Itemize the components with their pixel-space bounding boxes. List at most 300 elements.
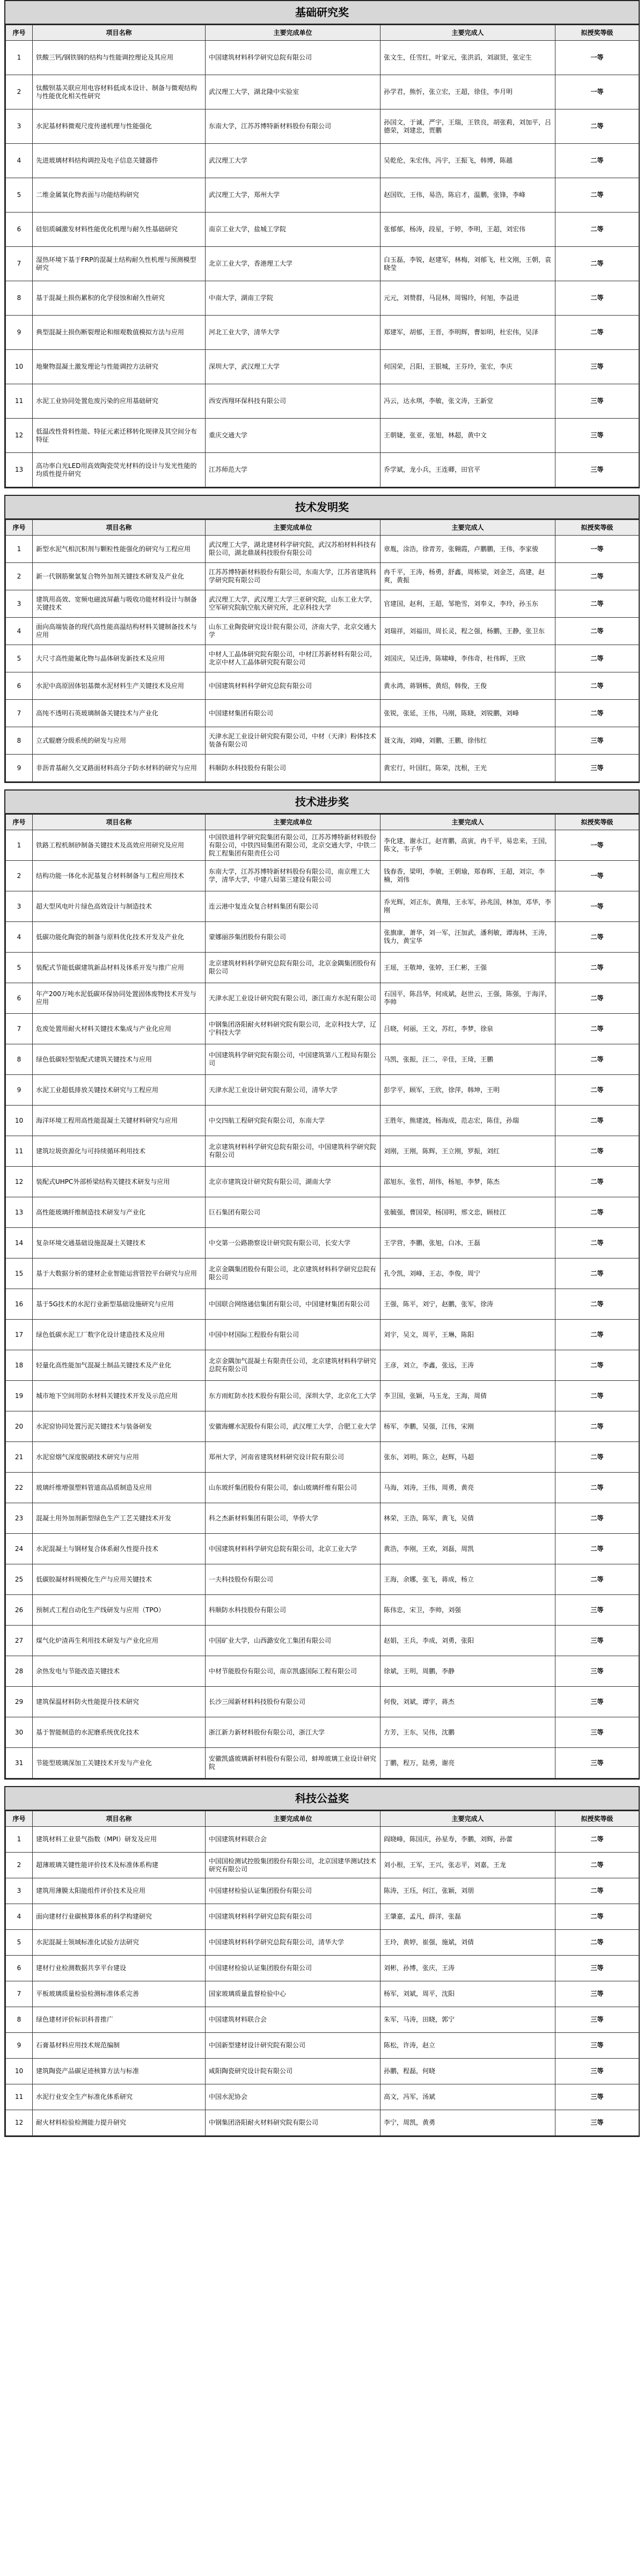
- table-row: [6, 178, 639, 213]
- cell-unit: 东南大学，江苏苏博特新材料股份有限公司: [206, 109, 380, 144]
- cell-number: 22: [6, 1473, 33, 1503]
- cell-people: 孙学君，熊忻，张立宏，王超，徐佳，李月明: [380, 75, 555, 109]
- award-table: [5, 814, 639, 1779]
- cell-number: 11: [6, 384, 33, 419]
- cell-unit: 中国建筑材料科学研究总院有限公司，清华大学: [206, 1930, 380, 1956]
- cell-unit: 南京工业大学，盐城工学院: [206, 213, 380, 247]
- cell-number: 10: [6, 350, 33, 384]
- cell-unit: 西安西翔环保科技有限公司: [206, 384, 380, 419]
- table-row: [6, 1717, 639, 1748]
- cell-number: 1: [6, 41, 33, 75]
- cell-project-name: 城市地下空间用防水材料关键技术开发及示范应用: [33, 1381, 206, 1411]
- cell-people: 钱春香，梁明，李敏，王朝瑜，郑春晖，王超，刘宗，李楠，刘伟: [380, 861, 555, 891]
- cell-award-level: 二等: [555, 1014, 639, 1044]
- table-row: [6, 1626, 639, 1656]
- cell-unit: 北京工业大学，香港理工大学: [206, 247, 380, 281]
- cell-award-level: 一等: [555, 41, 639, 75]
- cell-project-name: 建筑保温材料防火性能提升技术研究: [33, 1687, 206, 1717]
- cell-people: 杨军，刘斌，周平，沈阳: [380, 1981, 555, 2007]
- cell-project-name: 绿色建材评价标识科普推广: [33, 2007, 206, 2033]
- cell-award-level: 二等: [555, 1197, 639, 1228]
- award-table: [5, 519, 639, 782]
- cell-unit: 东南大学，江苏苏博特新材料股份有限公司，南京理工大学，清华大学，中建八局第三建设有限公司: [206, 861, 380, 891]
- table-row: [6, 1853, 639, 1878]
- table-row: [6, 1534, 639, 1564]
- cell-unit: 江苏师范大学: [206, 453, 380, 487]
- cell-number: 2: [6, 1853, 33, 1878]
- table-row: [6, 861, 639, 891]
- section-title: 基础研究奖: [5, 1, 639, 25]
- cell-unit: 中国新型建材设计研究院有限公司: [206, 2033, 380, 2059]
- cell-people: 王学营，李鹏，张旭，白冰，王磊: [380, 1228, 555, 1258]
- cell-award-level: 二等: [555, 144, 639, 178]
- cell-unit: 武汉理工大学，湖北隆中实验室: [206, 75, 380, 109]
- cell-project-name: 水泥工业协同处置危废污染的应用基础研究: [33, 384, 206, 419]
- cell-project-name: 装配式节能低碳建筑新品材料及体系开发与推广应用: [33, 953, 206, 983]
- cell-unit: 中国水泥协会: [206, 2084, 380, 2110]
- cell-project-name: 节能型玻璃深加工关键技术开发与产业化: [33, 1748, 206, 1779]
- cell-people: 乔学斌，龙小兵，王连卿，田官平: [380, 453, 555, 487]
- cell-award-level: 二等: [555, 563, 639, 590]
- cell-project-name: 超大型风电叶片绿色高效设计与制造技术: [33, 891, 206, 922]
- cell-award-level: 二等: [555, 1564, 639, 1595]
- cell-project-name: 大尺寸高性能氟化物与晶体研发新技术及应用: [33, 645, 206, 672]
- cell-number: 2: [6, 75, 33, 109]
- cell-people: 刘瑞祥，刘福田，周长灵，程之强，杨鹏，王静，张卫东: [380, 618, 555, 645]
- cell-unit: 北京金隅加气混凝土有限责任公司，北京建筑材料科学研究总院有限公司: [206, 1350, 380, 1381]
- cell-project-name: 复杂环境交通基础设施混凝土关键技术: [33, 1228, 206, 1258]
- table-row: [6, 316, 639, 350]
- column-header-level: 拟授奖等级: [555, 815, 639, 830]
- table-row: [6, 1320, 639, 1350]
- cell-number: 13: [6, 1197, 33, 1228]
- table-row: [6, 213, 639, 247]
- cell-unit: 中国建材检验认证集团股份有限公司: [206, 1956, 380, 1981]
- cell-number: 4: [6, 144, 33, 178]
- cell-award-level: 二等: [555, 1289, 639, 1320]
- cell-people: 丁鹏，程万，陆勇，谢亮: [380, 1748, 555, 1779]
- table-row: [6, 350, 639, 384]
- cell-people: 冯云，达永琪，李敏，张文涛，王新堂: [380, 384, 555, 419]
- table-row: [6, 700, 639, 727]
- cell-number: 25: [6, 1564, 33, 1595]
- cell-unit: 天津水泥工业设计研究院有限公司，中材（天津）粉体技术装备有限公司: [206, 727, 380, 755]
- table-row: [6, 830, 639, 861]
- table-row: [6, 1564, 639, 1595]
- cell-people: 赵娟，王兵，李成，刘勇，张阳: [380, 1626, 555, 1656]
- table-row: [6, 1503, 639, 1534]
- cell-number: 5: [6, 953, 33, 983]
- cell-people: 白玉磊，李锐，赵建军，林梅，刘郁飞，杜文刚，王朝，袁晓莹: [380, 247, 555, 281]
- cell-award-level: 一等: [555, 861, 639, 891]
- cell-project-name: 绿色低碳轻型装配式建筑关键技术与应用: [33, 1044, 206, 1075]
- cell-people: 刘国庆，吴迁涛，陈啸峰，李伟奇，杜伟晖，王欣: [380, 645, 555, 672]
- award-section: [4, 495, 640, 783]
- cell-number: 4: [6, 618, 33, 645]
- cell-people: 刘彬，孙博，张庆，王涛: [380, 1956, 555, 1981]
- cell-people: 黄宏行，叶国红，陈荣，沈根，王光: [380, 755, 555, 782]
- cell-number: 29: [6, 1687, 33, 1717]
- cell-people: 吴乾伦，朱宏伟，冯宇，王振飞，韩博，陈越: [380, 144, 555, 178]
- cell-project-name: 超薄玻璃关键性能评价技术及标准体系构建: [33, 1853, 206, 1878]
- cell-award-level: 二等: [555, 1827, 639, 1853]
- cell-people: 陈松，许涛，赵立: [380, 2033, 555, 2059]
- cell-people: 马凯，张振，汪二，辛佳，王琦，王鹏: [380, 1044, 555, 1075]
- cell-unit: 中国中材国际工程股份有限公司: [206, 1320, 380, 1350]
- cell-number: 14: [6, 1228, 33, 1258]
- cell-people: 冉千平，王涛，杨勇，舒鑫，周栋梁，刘金芝，高建，赵爽，黄振: [380, 563, 555, 590]
- table-row: [6, 109, 639, 144]
- cell-number: 30: [6, 1717, 33, 1748]
- cell-project-name: 平板玻璃质量检验检测标准体系完善: [33, 1981, 206, 2007]
- table-row: [6, 1014, 639, 1044]
- cell-award-level: 三等: [555, 2059, 639, 2084]
- cell-number: 18: [6, 1350, 33, 1381]
- cell-unit: 国家玻璃质量监督检验中心: [206, 1981, 380, 2007]
- table-row: [6, 1350, 639, 1381]
- cell-unit: 中国铁道科学研究院集团有限公司，江苏苏博特新材料股份有限公司，中铁四局集团有限公司，北京交通大学，中铁二院工程集团有限责任公司: [206, 830, 380, 861]
- cell-project-name: 年产200万吨水泥低碳环保协同处置固体废物技术开发与应用: [33, 983, 206, 1014]
- cell-unit: 中国建筑材料科学研究总院有限公司: [206, 672, 380, 700]
- table-row: [6, 755, 639, 782]
- cell-unit: 深圳大学，武汉理工大学: [206, 350, 380, 384]
- table-row: [6, 1381, 639, 1411]
- cell-number: 3: [6, 590, 33, 618]
- cell-award-level: 三等: [555, 1687, 639, 1717]
- header-row: [6, 1811, 639, 1827]
- cell-award-level: 二等: [555, 178, 639, 213]
- cell-people: 何俊，刘斌，谭宇，蒋杰: [380, 1687, 555, 1717]
- table-row: [6, 618, 639, 645]
- cell-unit: 中国建筑材料科学研究总院有限公司，北京工业大学: [206, 1534, 380, 1564]
- cell-project-name: 地聚物混凝土激发理论与性能调控方法研究: [33, 350, 206, 384]
- cell-project-name: 危废处置用耐火材料关键技术集成与产业化应用: [33, 1014, 206, 1044]
- cell-unit: 中交第一公路勘察设计研究院有限公司，长安大学: [206, 1228, 380, 1258]
- cell-award-level: 二等: [555, 247, 639, 281]
- cell-project-name: 高纯不透明石英玻璃制备关键技术与产业化: [33, 700, 206, 727]
- table-row: [6, 41, 639, 75]
- cell-people: 阎晓峰，陈国庆，孙星寿，李鹏，刘辉，孙蕾: [380, 1827, 555, 1853]
- cell-unit: 中国建筑材料联合会: [206, 2007, 380, 2033]
- cell-people: 王朝婕，张亚，张旭，林超，黄中文: [380, 419, 555, 453]
- cell-people: 马海，刘涛，王伟，周勇，黄亮: [380, 1473, 555, 1503]
- cell-project-name: 余热发电与节能改造关键技术: [33, 1656, 206, 1687]
- cell-award-level: 三等: [555, 419, 639, 453]
- cell-project-name: 建筑陶瓷产品碳足迹核算方法与标准: [33, 2059, 206, 2084]
- cell-award-level: 二等: [555, 1411, 639, 1442]
- cell-project-name: 低碳功能化陶瓷的制备与原料优化技术开发及产业化: [33, 922, 206, 953]
- column-header-no: 序号: [6, 25, 33, 41]
- cell-award-level: 二等: [555, 700, 639, 727]
- cell-number: 3: [6, 109, 33, 144]
- header-row: [6, 815, 639, 830]
- table-row: [6, 1878, 639, 1904]
- cell-number: 1: [6, 1827, 33, 1853]
- table-row: [6, 1904, 639, 1930]
- cell-award-level: 一等: [555, 75, 639, 109]
- cell-unit: 科之杰新材料集团有限公司，华侨大学: [206, 1503, 380, 1534]
- cell-people: 孙鹏，程磊，何晓: [380, 2059, 555, 2084]
- cell-award-level: 二等: [555, 1853, 639, 1878]
- table-row: [6, 672, 639, 700]
- cell-award-level: 三等: [555, 755, 639, 782]
- table-row: [6, 563, 639, 590]
- table-row: [6, 2110, 639, 2136]
- table-row: [6, 1827, 639, 1853]
- column-header-people: 主要完成人: [380, 520, 555, 536]
- cell-award-level: 二等: [555, 983, 639, 1014]
- cell-unit: 巨石集团有限公司: [206, 1197, 380, 1228]
- cell-award-level: 三等: [555, 2110, 639, 2136]
- cell-award-level: 三等: [555, 350, 639, 384]
- cell-project-name: 立式辊磨分级系统的研发与应用: [33, 727, 206, 755]
- cell-people: 何国荣，吕阳，王银城，王芬玲，张宏，李庆: [380, 350, 555, 384]
- table-row: [6, 1197, 639, 1228]
- cell-people: 张毓强，曹国荣，杨国明，邢文忠，顾桂江: [380, 1197, 555, 1228]
- cell-project-name: 基于混凝土损伤累积的化学侵蚀和耐久性研究: [33, 281, 206, 316]
- award-document: [4, 0, 640, 2137]
- table-row: [6, 1106, 639, 1136]
- column-header-unit: 主要完成单位: [206, 815, 380, 830]
- award-table: [5, 1811, 639, 2136]
- column-header-unit: 主要完成单位: [206, 1811, 380, 1827]
- cell-unit: 中材节能股份有限公司，南京凯盛国际工程有限公司: [206, 1656, 380, 1687]
- cell-number: 27: [6, 1626, 33, 1656]
- cell-unit: 浙江新力新材料股份有限公司，浙江大学: [206, 1717, 380, 1748]
- cell-people: 张锐，张延，王伟，马刚，陈晓，刘锐鹏，刘峰: [380, 700, 555, 727]
- cell-unit: 安徽凯盛玻璃新材料股份有限公司，蚌埠玻璃工业设计研究院: [206, 1748, 380, 1779]
- cell-award-level: 二等: [555, 1878, 639, 1904]
- cell-people: 张旗康，萧华，刘一军，汪加武，潘利敏，谭海林，王涛，钱力，黄宝华: [380, 922, 555, 953]
- cell-award-level: 三等: [555, 727, 639, 755]
- column-header-name: 项目名称: [33, 1811, 206, 1827]
- cell-project-name: 湿热环境下基于FRP的混凝土结构耐久性机理与预测模型研究: [33, 247, 206, 281]
- table-row: [6, 247, 639, 281]
- cell-people: 郑建军，胡郁，王晋，李明辉，曹如明，杜宏伟，吴泽: [380, 316, 555, 350]
- cell-number: 6: [6, 1956, 33, 1981]
- cell-award-level: 二等: [555, 1044, 639, 1075]
- column-header-no: 序号: [6, 520, 33, 536]
- cell-project-name: 混凝土用外加剂新型绿色生产工艺关键技术开发: [33, 1503, 206, 1534]
- cell-unit: 山东工业陶瓷研究设计院有限公司，济南大学，北京交通大学: [206, 618, 380, 645]
- cell-project-name: 玻璃纤维增强塑料管道高品质制造及应用: [33, 1473, 206, 1503]
- cell-unit: 中国矿业大学，山西潞安化工集团有限公司: [206, 1626, 380, 1656]
- award-section: [4, 0, 640, 488]
- section-title: 技术发明奖: [5, 496, 639, 519]
- section-title: 科技公益奖: [5, 1787, 639, 1811]
- cell-project-name: 建筑垃圾资源化与可持续循环利用技术: [33, 1136, 206, 1167]
- cell-people: 陈伟忠，宋卫，李帅，刘强: [380, 1595, 555, 1626]
- cell-unit: 天津水泥工业设计研究院有限公司，清华大学: [206, 1075, 380, 1106]
- table-row: [6, 281, 639, 316]
- cell-project-name: 建筑用高效、宽频电磁波屏蔽与吸收功能材料设计与制备关键技术: [33, 590, 206, 618]
- cell-number: 1: [6, 536, 33, 563]
- cell-people: 杨军，李鹏，吴强，江伟，宋刚: [380, 1411, 555, 1442]
- column-header-level: 拟授奖等级: [555, 1811, 639, 1827]
- cell-unit: 中国建筑材料科学研究总院有限公司: [206, 41, 380, 75]
- cell-number: 12: [6, 2110, 33, 2136]
- cell-project-name: 基于5G技术的水泥行业新型基础设施研究与应用: [33, 1289, 206, 1320]
- cell-people: 刘刚，王刚，陈辉，王立刚，罗振，刘红: [380, 1136, 555, 1167]
- cell-unit: 山东玻纤集团股份有限公司，泰山玻璃纤维有限公司: [206, 1473, 380, 1503]
- table-row: [6, 2007, 639, 2033]
- cell-project-name: 结构功能一体化水泥基复合材料制备与工程应用技术: [33, 861, 206, 891]
- cell-unit: 中钢集团洛阳耐火材料研究院有限公司: [206, 2110, 380, 2136]
- cell-number: 16: [6, 1289, 33, 1320]
- table-row: [6, 727, 639, 755]
- cell-project-name: 钛酸钡基关联应用电容材料低成本设计、制备与微观结构与性能优化相关性研究: [33, 75, 206, 109]
- cell-project-name: 非沥青基耐久交叉路面材料高分子防水材料的研究与应用: [33, 755, 206, 782]
- column-header-people: 主要完成人: [380, 25, 555, 41]
- cell-project-name: 水泥工业超低排放关键技术研究与工程应用: [33, 1075, 206, 1106]
- table-row: [6, 2059, 639, 2084]
- column-header-name: 项目名称: [33, 815, 206, 830]
- cell-number: 5: [6, 178, 33, 213]
- cell-award-level: 二等: [555, 1534, 639, 1564]
- cell-people: 李宁，周凯，黄勇: [380, 2110, 555, 2136]
- table-row: [6, 2084, 639, 2110]
- table-row: [6, 922, 639, 953]
- table-row: [6, 1473, 639, 1503]
- table-row: [6, 536, 639, 563]
- cell-award-level: 二等: [555, 281, 639, 316]
- table-row: [6, 1442, 639, 1473]
- cell-project-name: 水泥窑协同处置污泥关键技术与装备研发: [33, 1411, 206, 1442]
- cell-unit: 一夫科技股份有限公司: [206, 1564, 380, 1595]
- header-row: [6, 25, 639, 41]
- cell-number: 7: [6, 700, 33, 727]
- cell-number: 12: [6, 419, 33, 453]
- cell-award-level: 二等: [555, 645, 639, 672]
- cell-award-level: 三等: [555, 2007, 639, 2033]
- cell-project-name: 新型水泥气相沉积剂与颗粒性能强化的研究与工程应用: [33, 536, 206, 563]
- cell-unit: 中国国检测试控股集团股份有限公司，北京国建华测试技术研究有限公司: [206, 1853, 380, 1878]
- cell-number: 28: [6, 1656, 33, 1687]
- header-row: [6, 520, 639, 536]
- cell-people: 王海，余娜，张飞，蒋成，杨立: [380, 1564, 555, 1595]
- cell-people: 孔令凯，刘峰，王志，李俊，周宁: [380, 1258, 555, 1289]
- cell-project-name: 水泥混凝土与钢材复合体系耐久性提升技术: [33, 1534, 206, 1564]
- cell-number: 15: [6, 1258, 33, 1289]
- table-row: [6, 1228, 639, 1258]
- cell-number: 7: [6, 1014, 33, 1044]
- cell-project-name: 装配式UHPC外部桥梁结构关键技术研发与应用: [33, 1167, 206, 1197]
- cell-project-name: 新一代钢筋聚氯复合物外加剂关键技术研发及产业化: [33, 563, 206, 590]
- cell-project-name: 水泥混凝土领域标准化试验方法研究: [33, 1930, 206, 1956]
- column-header-people: 主要完成人: [380, 1811, 555, 1827]
- cell-number: 19: [6, 1381, 33, 1411]
- cell-award-level: 二等: [555, 109, 639, 144]
- cell-unit: 中国建材检验认证集团股份有限公司: [206, 1878, 380, 1904]
- cell-project-name: 铁酸三钙/钢铁钢的结构与性能调控理论及其应用: [33, 41, 206, 75]
- cell-number: 21: [6, 1442, 33, 1473]
- cell-award-level: 一等: [555, 536, 639, 563]
- cell-award-level: 二等: [555, 590, 639, 618]
- cell-project-name: 水泥中高原固体铝基微水泥材料生产关键技术及应用: [33, 672, 206, 700]
- cell-people: 刘宇，吴文，周平，王琳，陈阳: [380, 1320, 555, 1350]
- cell-award-level: 二等: [555, 922, 639, 953]
- cell-unit: 武汉理工大学，武汉理工大学三亚研究院，山东工业大学，空军研究院航空航天研究所，北京科技大学: [206, 590, 380, 618]
- cell-unit: 东方雨虹防水技术股份有限公司，深圳大学，北京化工大学: [206, 1381, 380, 1411]
- cell-project-name: 高性能玻璃纤维制造技术研发与产业化: [33, 1197, 206, 1228]
- cell-award-level: 一等: [555, 830, 639, 861]
- cell-unit: 中南大学，湖南工学院: [206, 281, 380, 316]
- cell-people: 孙国文，于诚，严宇，王瑞，王铁良，胡张莉，刘加平，吕德荣，刘建忠，贾鹏: [380, 109, 555, 144]
- cell-project-name: 水泥行业安全生产标准化体系研究: [33, 2084, 206, 2110]
- cell-project-name: 基于大数据分析的建材企业智能运营管控平台研究与应用: [33, 1258, 206, 1289]
- column-header-unit: 主要完成单位: [206, 520, 380, 536]
- cell-people: 李化建，谢永江，赵宵鹏，高寅，冉千平，易忠来，王国，陈文，韦子华: [380, 830, 555, 861]
- cell-project-name: 铁路工程机制砂制备关键技术及高效应用研究及应用: [33, 830, 206, 861]
- cell-award-level: 二等: [555, 672, 639, 700]
- cell-award-level: 三等: [555, 1626, 639, 1656]
- cell-people: 王肇嘉，孟凡，薛洋，张磊: [380, 1904, 555, 1930]
- cell-award-level: 二等: [555, 1258, 639, 1289]
- table-row: [6, 1167, 639, 1197]
- cell-number: 20: [6, 1411, 33, 1442]
- cell-people: 张郁郁，杨涛，段星，于婷，李明，王超，刘宏伟: [380, 213, 555, 247]
- cell-unit: 中国建筑材料联合会: [206, 1827, 380, 1853]
- cell-people: 朱军，马涛，田晓，郭宁: [380, 2007, 555, 2033]
- cell-number: 11: [6, 1136, 33, 1167]
- table-row: [6, 1687, 639, 1717]
- cell-unit: 科顺防水科技股份有限公司: [206, 755, 380, 782]
- column-header-level: 拟授奖等级: [555, 520, 639, 536]
- cell-unit: 科顺防水科技股份有限公司: [206, 1595, 380, 1626]
- cell-people: 章胤，涂浩，徐青芳，张翱霞，卢鹏鹏，王伟，李家骏: [380, 536, 555, 563]
- cell-number: 17: [6, 1320, 33, 1350]
- cell-unit: 中材人工晶体研究院有限公司，中材江苏新材料有限公司，北京中材人工晶体研究院有限公司: [206, 645, 380, 672]
- cell-award-level: 三等: [555, 384, 639, 419]
- table-row: [6, 419, 639, 453]
- cell-project-name: 高功率白光LED用高效陶瓷荧光材料的设计与发光性能的均质性提升研究: [33, 453, 206, 487]
- table-row: [6, 1075, 639, 1106]
- cell-people: 元元，刘赞群，马昆林，周锡玲，何旭，李益进: [380, 281, 555, 316]
- cell-number: 9: [6, 755, 33, 782]
- cell-project-name: 海洋环境工程用高性能混凝土关键材料研究与应用: [33, 1106, 206, 1136]
- cell-number: 7: [6, 1981, 33, 2007]
- cell-people: 乔光辉，刘正东，黄翔，王永军，孙兆国，林加，邓华，李刚: [380, 891, 555, 922]
- section-title: 技术进步奖: [5, 791, 639, 814]
- cell-award-level: 三等: [555, 1717, 639, 1748]
- cell-award-level: 二等: [555, 1167, 639, 1197]
- cell-project-name: 建材行业检测数据共享平台建设: [33, 1956, 206, 1981]
- table-row: [6, 1044, 639, 1075]
- cell-unit: 江苏苏博特新材料股份有限公司，东南大学，江苏省建筑科学研究院有限公司: [206, 563, 380, 590]
- cell-award-level: 一等: [555, 891, 639, 922]
- cell-project-name: 煤气化炉渣再生利用技术研发与产业化应用: [33, 1626, 206, 1656]
- cell-unit: 河北工业大学，清华大学: [206, 316, 380, 350]
- cell-people: 王玲，黄婷，崔强，施斌，刘倩: [380, 1930, 555, 1956]
- cell-project-name: 硅铝质碱激发材料性能优化机理与耐久性基础研究: [33, 213, 206, 247]
- cell-award-level: 三等: [555, 453, 639, 487]
- award-section: [4, 789, 640, 1780]
- cell-number: 1: [6, 830, 33, 861]
- table-row: [6, 1981, 639, 2007]
- cell-number: 6: [6, 213, 33, 247]
- column-header-unit: 主要完成单位: [206, 25, 380, 41]
- cell-people: 彭学平，顾军，王欣，徐萍，韩坤，王明: [380, 1075, 555, 1106]
- cell-award-level: 二等: [555, 1228, 639, 1258]
- cell-unit: 天津水泥工业设计研究院有限公司，浙江南方水泥有限公司: [206, 983, 380, 1014]
- cell-people: 石国平，陈昌华，何成斌，赵世云，王强，陈强，于海洋，李帅: [380, 983, 555, 1014]
- cell-award-level: 二等: [555, 1473, 639, 1503]
- cell-award-level: 二等: [555, 1904, 639, 1930]
- table-row: [6, 1411, 639, 1442]
- cell-number: 2: [6, 563, 33, 590]
- cell-award-level: 三等: [555, 1748, 639, 1779]
- cell-people: 王胜年，熊建波，杨海成，范志宏，陈佳，孙瑞: [380, 1106, 555, 1136]
